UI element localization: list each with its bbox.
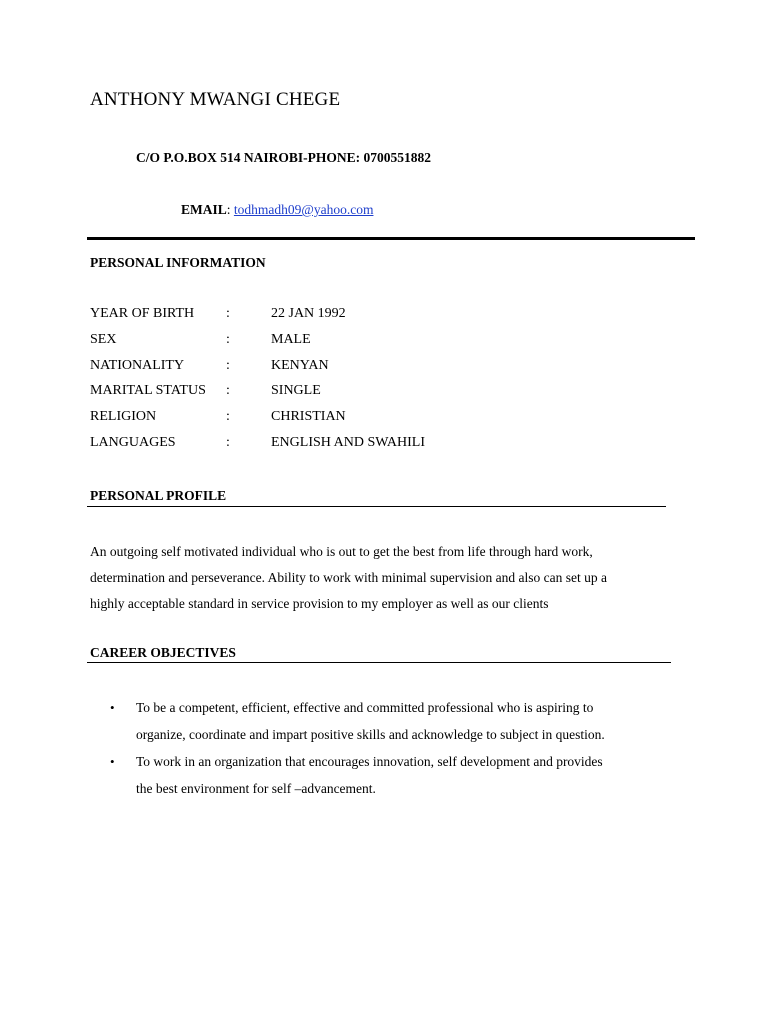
info-colon: :: [226, 383, 230, 398]
objective-line: To work in an organization that encourages innovation, self development and provides: [136, 754, 603, 769]
info-label: RELIGION: [90, 409, 157, 424]
profile-line: highly acceptable standard in service provision to my employer as well as our clients: [90, 596, 549, 611]
info-row-nationality: [90, 358, 490, 378]
info-colon: :: [226, 306, 230, 321]
info-value: MALE: [271, 332, 311, 347]
info-row-languages: [90, 435, 490, 455]
info-row-sex: [90, 332, 490, 352]
postal-address-phone: C/O P.O.BOX 514 NAIROBI-PHONE: 0700551882: [136, 150, 432, 165]
career-objectives-heading: CAREER OBJECTIVES: [90, 645, 236, 660]
personal-profile-text: [90, 539, 680, 617]
bullet-icon: •: [110, 700, 115, 715]
email-label: EMAIL: [181, 202, 227, 217]
career-objectives-list: [110, 694, 680, 802]
info-colon: :: [226, 435, 230, 450]
email-line: [181, 202, 373, 218]
info-label: SEX: [90, 332, 117, 347]
info-label: NATIONALITY: [90, 358, 185, 373]
info-label: MARITAL STATUS: [90, 383, 206, 398]
profile-line: An outgoing self motivated individual who is out to get the best from life through hard work,: [90, 544, 593, 559]
info-colon: :: [226, 358, 230, 373]
bullet-icon: •: [110, 754, 115, 769]
applicant-name: ANTHONY MWANGI CHEGE: [90, 89, 341, 110]
info-value: CHRISTIAN: [271, 409, 346, 424]
personal-profile-underline: [87, 506, 666, 507]
email-separator: :: [226, 202, 234, 217]
info-value: 22 JAN 1992: [271, 306, 346, 321]
info-row-marital-status: [90, 383, 490, 403]
info-colon: :: [226, 409, 230, 424]
profile-line: determination and perseverance. Ability to work with minimal supervision and also can set up a: [90, 570, 607, 585]
personal-information-heading: PERSONAL INFORMATION: [90, 255, 266, 270]
header-divider: [87, 237, 695, 240]
list-item: [110, 748, 680, 802]
info-label: LANGUAGES: [90, 435, 176, 450]
info-value: SINGLE: [271, 383, 321, 398]
list-item: [110, 694, 680, 748]
objective-line: organize, coordinate and impart positive skills and acknowledge to subject in question.: [136, 727, 605, 742]
career-objectives-underline: [87, 662, 671, 663]
email-link[interactable]: todhmadh09@yahoo.com: [233, 202, 374, 217]
info-value: ENGLISH AND SWAHILI: [271, 435, 425, 450]
info-row-year-of-birth: [90, 306, 490, 326]
personal-profile-heading: PERSONAL PROFILE: [90, 488, 227, 503]
objective-line: To be a competent, efficient, effective and committed professional who is aspiring to: [136, 700, 594, 715]
info-label: YEAR OF BIRTH: [90, 306, 195, 321]
info-value: KENYAN: [271, 358, 329, 373]
objective-line: the best environment for self –advancement.: [136, 781, 376, 796]
info-row-religion: [90, 409, 490, 429]
info-colon: :: [226, 332, 230, 347]
